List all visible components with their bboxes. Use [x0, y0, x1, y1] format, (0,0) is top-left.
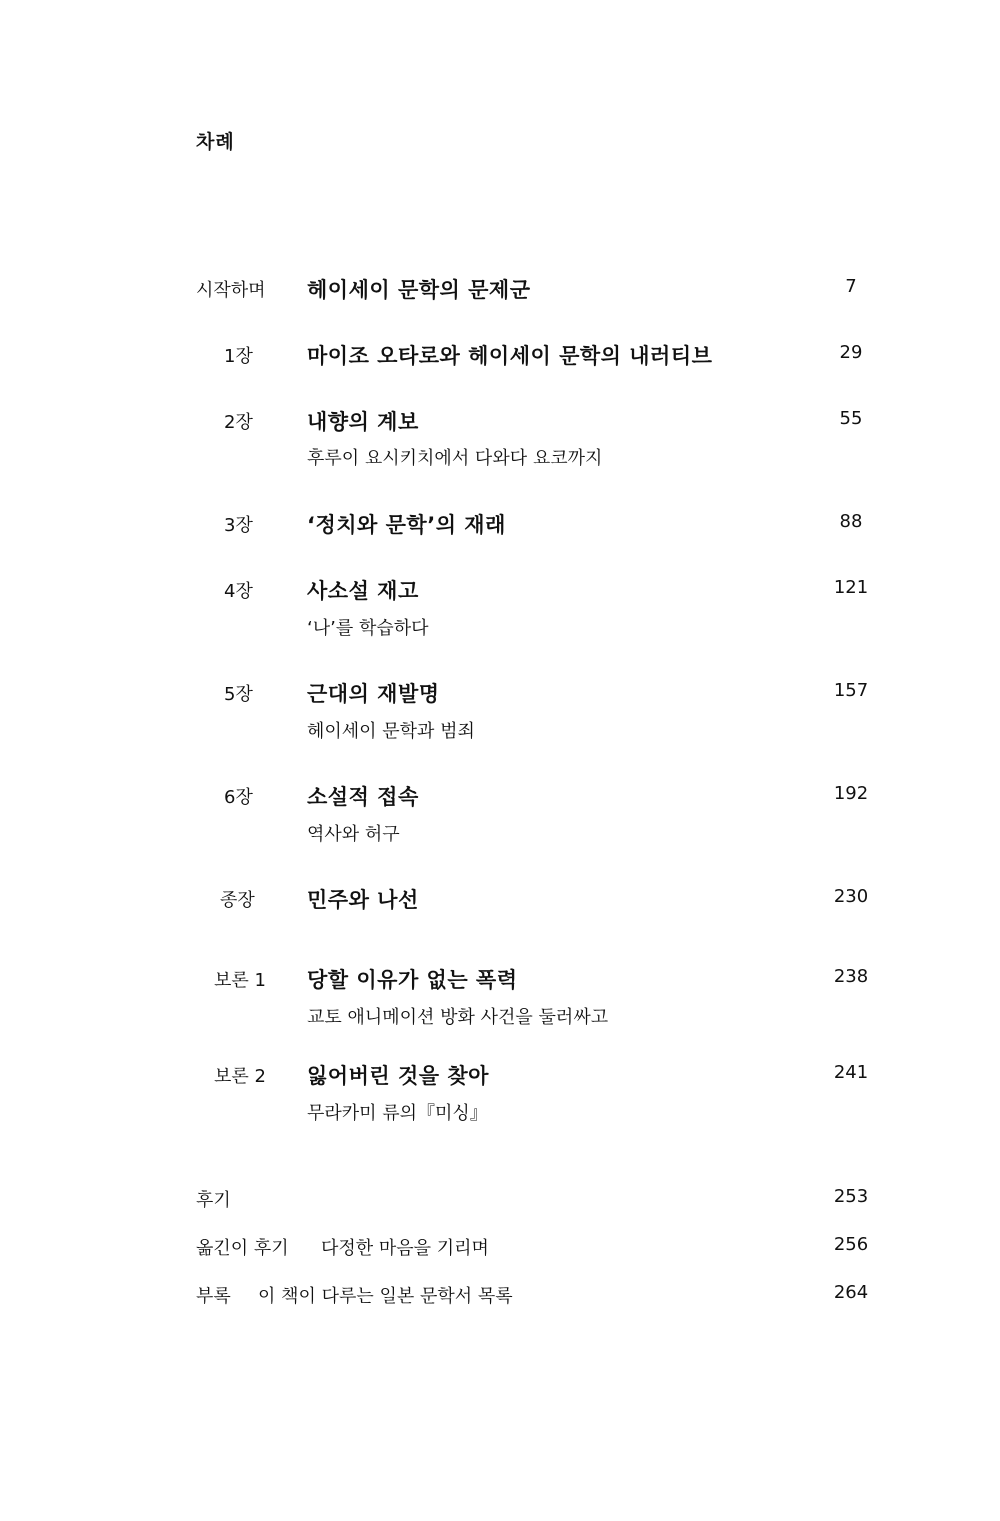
chapter-label: 시작하며 — [196, 280, 266, 301]
chapter-title: 소설적 접속 — [307, 785, 419, 809]
chapter-label: 2장 — [224, 412, 253, 433]
chapter-title: 잃어버린 것을 찾아 — [307, 1064, 489, 1088]
chapter-title: 마이조 오타로와 헤이세이 문학의 내러티브 — [307, 344, 713, 368]
chapter-label: 보론 2 — [214, 1066, 266, 1087]
end-matter-label: 부록 — [196, 1286, 231, 1307]
page-number: 192 — [833, 783, 869, 804]
page-number: 230 — [833, 886, 869, 907]
page-number: 157 — [833, 680, 869, 701]
chapter-subtitle: 헤이세이 문학과 범죄 — [307, 721, 475, 742]
chapter-label: 5장 — [224, 684, 253, 705]
chapter-label: 종장 — [220, 890, 255, 911]
end-matter-label: 후기 — [196, 1190, 231, 1211]
page-number: 241 — [833, 1062, 869, 1083]
page-number: 256 — [833, 1234, 869, 1255]
chapter-label: 1장 — [224, 346, 253, 367]
chapter-title: 헤이세이 문학의 문제군 — [307, 278, 531, 302]
page-number: 55 — [839, 408, 863, 429]
chapter-label: 3장 — [224, 515, 253, 536]
chapter-title: 민주와 나선 — [307, 888, 419, 912]
chapter-label: 보론 1 — [214, 970, 266, 991]
chapter-title: 당할 이유가 없는 폭력 — [307, 968, 518, 992]
chapter-label: 4장 — [224, 581, 253, 602]
chapter-subtitle: 후루이 요시키치에서 다와다 요코까지 — [307, 448, 603, 469]
page-title: 차례 — [196, 131, 235, 153]
chapter-title: 사소설 재고 — [307, 579, 419, 603]
end-matter-title: 다정한 마음을 기리며 — [321, 1238, 489, 1259]
chapter-subtitle: ‘나’를 학습하다 — [307, 618, 429, 639]
page-number: 29 — [839, 342, 863, 363]
chapter-subtitle: 무라카미 류의『미싱』 — [307, 1103, 488, 1124]
page-number: 121 — [833, 577, 869, 598]
page-number: 264 — [833, 1282, 869, 1303]
page-number: 238 — [833, 966, 869, 987]
chapter-title: ‘정치와 문학’의 재래 — [307, 513, 506, 537]
end-matter-title: 이 책이 다루는 일본 문학서 목록 — [258, 1286, 513, 1307]
chapter-label: 6장 — [224, 787, 253, 808]
page-number: 7 — [845, 276, 857, 297]
chapter-title: 근대의 재발명 — [307, 682, 440, 706]
end-matter-label: 옮긴이 후기 — [196, 1238, 289, 1259]
chapter-subtitle: 교토 애니메이션 방화 사건을 둘러싸고 — [307, 1007, 609, 1028]
chapter-title: 내향의 계보 — [307, 410, 419, 434]
page-number: 253 — [833, 1186, 869, 1207]
chapter-subtitle: 역사와 허구 — [307, 824, 400, 845]
page-number: 88 — [839, 511, 863, 532]
